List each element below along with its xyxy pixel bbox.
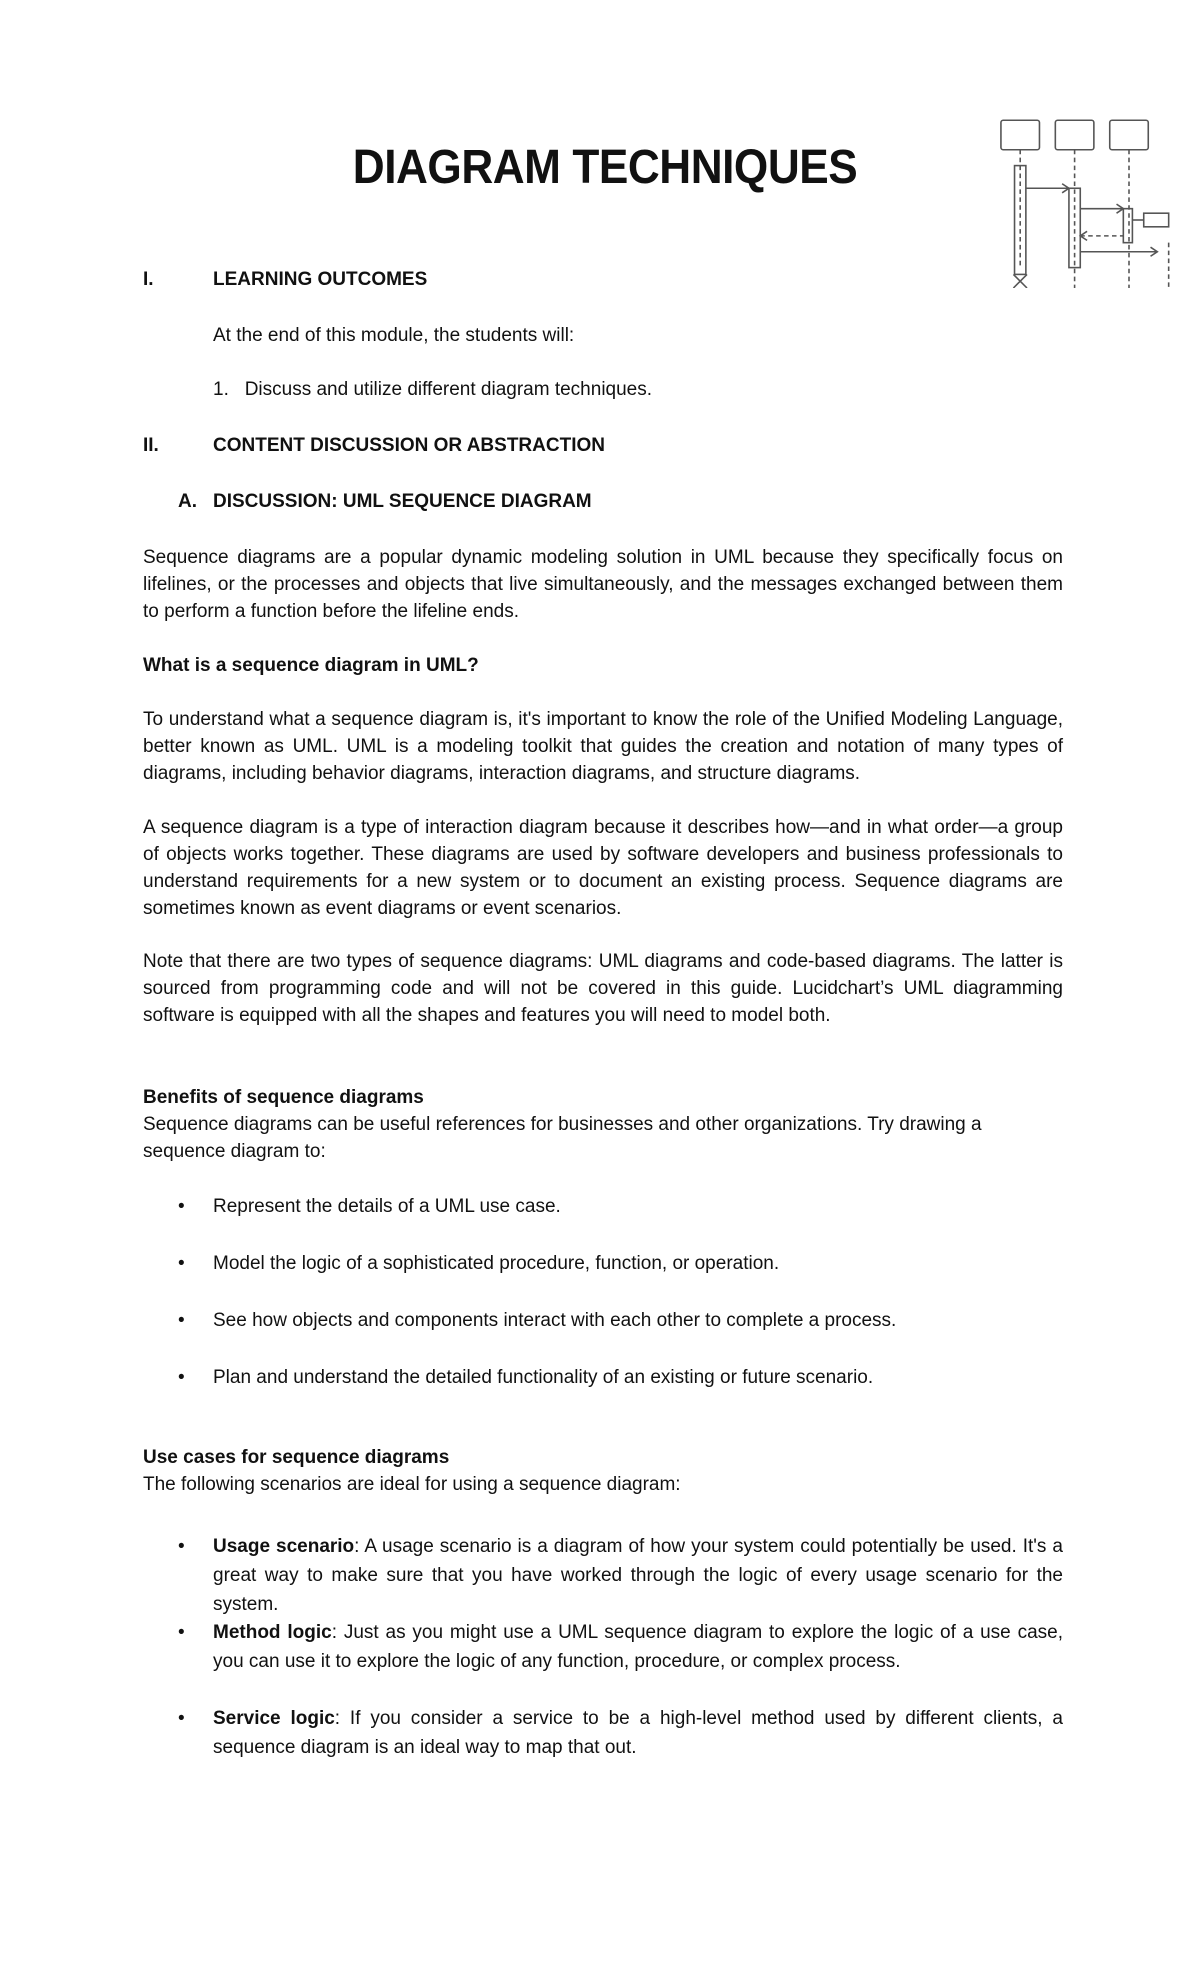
paragraph-interaction: A sequence diagram is a type of interaction diagram because it describes how—and in what order—a group of objects works together. These diagrams are used by software developers and business professionals to understand requirements for a new system or to document an existing process. Sequence diagrams are sometimes known as event diagrams or event scenarios.	[143, 817, 1063, 919]
section-heading: LEARNING OUTCOMES	[213, 269, 428, 290]
paragraph-intro: Sequence diagrams are a popular dynamic modeling solution in UML because they specifically focus on lifelines, or the processes and objects that live simultaneously, and the messages exchanged between them to perform a function before the lifeline ends.	[143, 547, 1063, 622]
benefits-intro: Sequence diagrams can be useful references for businesses and other organizations. Try drawing a sequence diagram to:	[143, 1114, 982, 1162]
outcome-text: Discuss and utilize different diagram techniques.	[244, 379, 653, 400]
paragraph-types: Note that there are two types of sequence diagrams: UML diagrams and code-based diagrams. The latter is sourced from programming code and will not be covered in this guide. Lucidchart’s UML diagramming software is equipped with all the shapes and features you will need to model both.	[143, 951, 1063, 1026]
list-item: Represent the details of a UML use case.	[213, 1196, 561, 1217]
description: : A usage scenario is a diagram of how your system could potentially be used. It's a great way to make sure that you have worked through the logic of every usage scenario for the system.	[213, 1536, 1063, 1615]
section-numeral: I.	[143, 269, 154, 290]
subsection-heading: DISCUSSION: UML SEQUENCE DIAGRAM	[213, 491, 592, 512]
page-title: DIAGRAM TECHNIQUES	[352, 141, 858, 194]
bullet-icon: •	[178, 1310, 185, 1331]
bullet-icon: •	[178, 1367, 185, 1388]
bullet-icon: •	[178, 1253, 185, 1274]
section-heading: CONTENT DISCUSSION OR ABSTRACTION	[213, 435, 605, 456]
bullet-icon: •	[178, 1622, 185, 1643]
sequence-diagram-icon	[978, 118, 1178, 288]
list-item: Model the logic of a sophisticated procedure, function, or operation.	[213, 1253, 780, 1274]
term: Service logic	[213, 1708, 335, 1729]
use-cases-heading: Use cases for sequence diagrams	[143, 1447, 450, 1468]
use-cases-intro: The following scenarios are ideal for using a sequence diagram:	[143, 1474, 681, 1495]
benefits-heading: Benefits of sequence diagrams	[143, 1087, 424, 1108]
outcome-number: 1.	[213, 379, 229, 400]
term: Method logic	[213, 1622, 332, 1643]
list-item	[213, 1532, 1063, 1619]
list-item	[213, 1618, 1063, 1676]
list-item	[213, 1704, 1063, 1762]
list-item: See how objects and components interact with each other to complete a process.	[213, 1310, 897, 1331]
description: : If you consider a service to be a high-level method used by different clients, a sequence diagram is an ideal way to map that out.	[213, 1708, 1063, 1758]
term: Usage scenario	[213, 1536, 355, 1557]
list-item: Plan and understand the detailed functionality of an existing or future scenario.	[213, 1367, 874, 1388]
section-numeral: II.	[143, 435, 159, 456]
paragraph-uml: To understand what a sequence diagram is, it's important to know the role of the Unified Modeling Language, better known as UML. UML is a modeling toolkit that guides the creation and notation of many types of diagrams, including behavior diagrams, interaction diagrams, and structure diagrams.	[143, 709, 1063, 784]
bullet-icon: •	[178, 1536, 185, 1557]
description: : Just as you might use a UML sequence diagram to explore the logic of a use case, you can use it to explore the logic of any function, procedure, or complex process.	[213, 1622, 1063, 1672]
question-heading: What is a sequence diagram in UML?	[143, 655, 479, 676]
bullet-icon: •	[178, 1196, 185, 1217]
bullet-icon: •	[178, 1708, 185, 1729]
subsection-letter: A.	[178, 491, 197, 512]
outcomes-intro: At the end of this module, the students will:	[213, 325, 575, 346]
outcome-item	[213, 376, 1063, 403]
